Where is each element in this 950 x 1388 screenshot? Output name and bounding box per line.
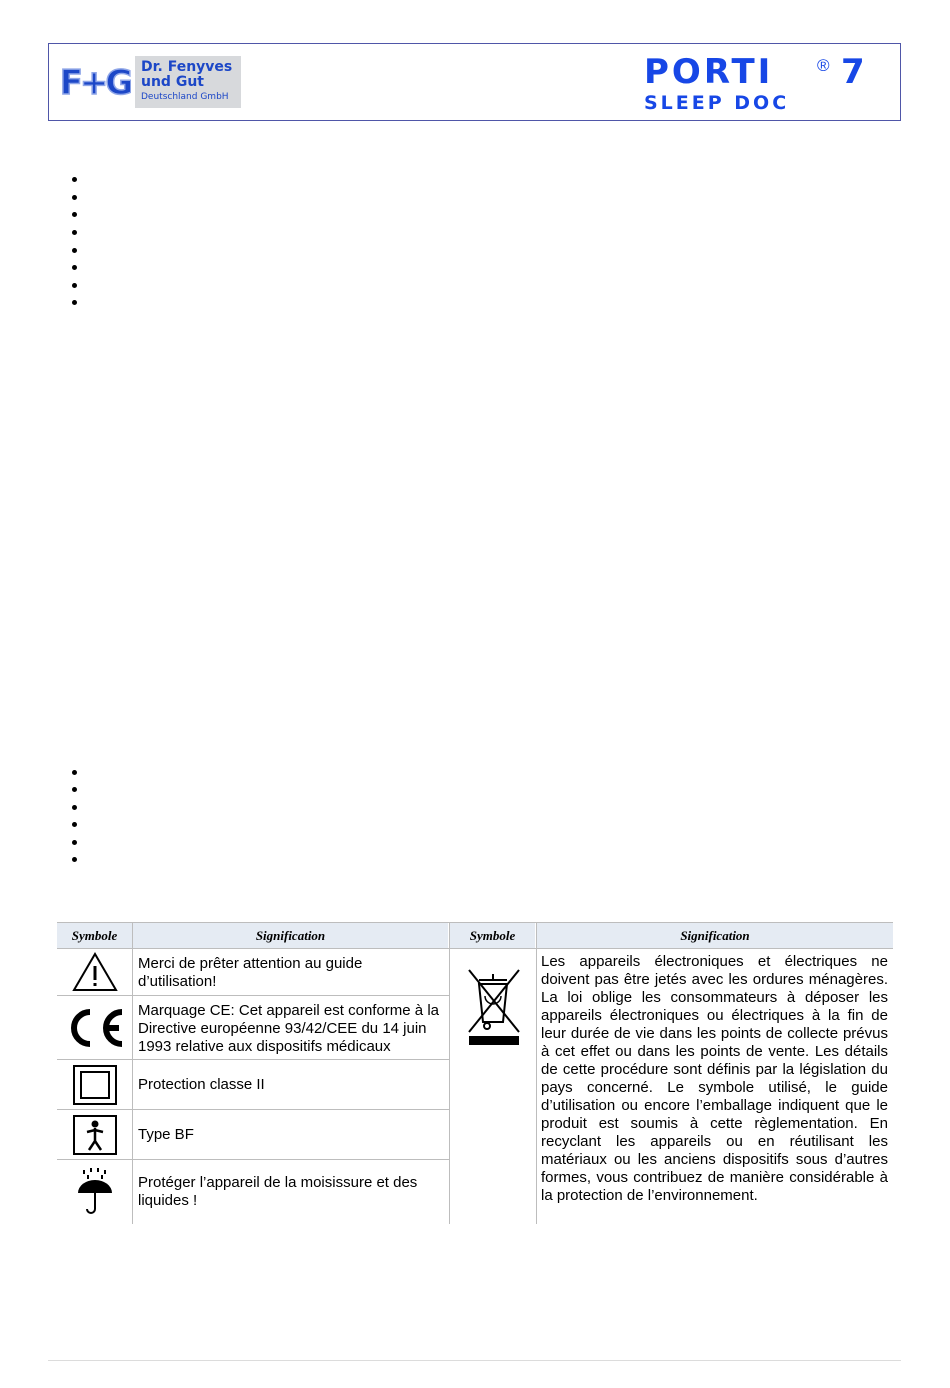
bullet-dot (72, 787, 77, 792)
bullet-dot (72, 857, 77, 862)
header-signification-left: Signification (133, 922, 448, 948)
brand-name: PORTI (644, 52, 774, 92)
bullet-dot (72, 230, 77, 235)
table-rule (132, 922, 133, 1224)
bullet-dot (72, 248, 77, 253)
logo-line-1: Dr. Fenyves (141, 59, 233, 75)
product-brand (644, 52, 884, 116)
header-symbole-right: Symbole (450, 922, 535, 948)
logo-text-box (135, 56, 241, 108)
bullet-dot (72, 283, 77, 288)
bullet-dot (72, 177, 77, 182)
bullet-dot (72, 822, 77, 827)
logo-line-3: Deutschland GmbH (141, 92, 229, 102)
logo-line-2: und Gut (141, 74, 204, 90)
warning-triangle-icon (57, 949, 132, 995)
footer-divider (48, 1360, 901, 1361)
registered-mark: ® (817, 56, 830, 75)
header-signification-right: Signification (537, 922, 893, 948)
page-header (48, 43, 901, 121)
class-ii-protection-icon (57, 1060, 132, 1109)
header-symbole-left: Symbole (57, 922, 132, 948)
bullet-dot (72, 770, 77, 775)
bullet-dot (72, 840, 77, 845)
meaning-weee: Les appareils électroniques et électriques ne doivent pas être jetés avec les ordures ménagères. La loi oblige les consommateurs à déposer les appareils électroniques ou électriques à la fin de leur durée de vie dans les points de collecte prévus à cet effet ou dans les points de vente. Les détails de cette procédure sont définis par la législation du pays concerné. Le symbole utilisé, le guide d’utilisation ou encore l’emballage indiquent que le produit est soumis à cette règlementation. En recyclant les appareils ou en réutilisant les matériaux ou les anciens dispositifs sous d’autres formes, vous contribuez de manière considérable à la protection de l’environnement. (541, 953, 888, 1204)
logo-mark-text: F+G (59, 63, 131, 103)
table-rule (536, 922, 537, 1224)
brand-subtitle: SLEEP DOC (644, 92, 790, 114)
meaning-keep-dry: Protéger l’appareil de la moisissure et des liquides ! (138, 1174, 418, 1209)
meaning-ce: Marquage CE: Cet appareil est conforme à la Directive européenne 93/42/CEE du 14 juin 1993 relative aux dispositifs médicaux (138, 1002, 439, 1055)
bullet-dot (72, 195, 77, 200)
meaning-type-bf: Type BF (138, 1126, 194, 1143)
ce-mark-icon (57, 996, 132, 1059)
keep-dry-umbrella-icon (57, 1160, 132, 1224)
bullet-dot (72, 300, 77, 305)
table-rule (57, 948, 893, 949)
symbols-table (57, 922, 893, 1224)
type-bf-icon (57, 1110, 132, 1159)
bullet-dot (72, 805, 77, 810)
fg-logo-mark (59, 54, 131, 110)
bullet-dot (72, 265, 77, 270)
meaning-warning: Merci de prêter attention au guide d’utilisation! (138, 955, 363, 990)
company-logo (59, 54, 241, 110)
weee-crossed-bin-icon (450, 966, 536, 1048)
meaning-class-ii: Protection classe II (138, 1076, 265, 1093)
table-rule (57, 922, 893, 923)
brand-number: 7 (841, 52, 865, 92)
bullet-dot (72, 212, 77, 217)
